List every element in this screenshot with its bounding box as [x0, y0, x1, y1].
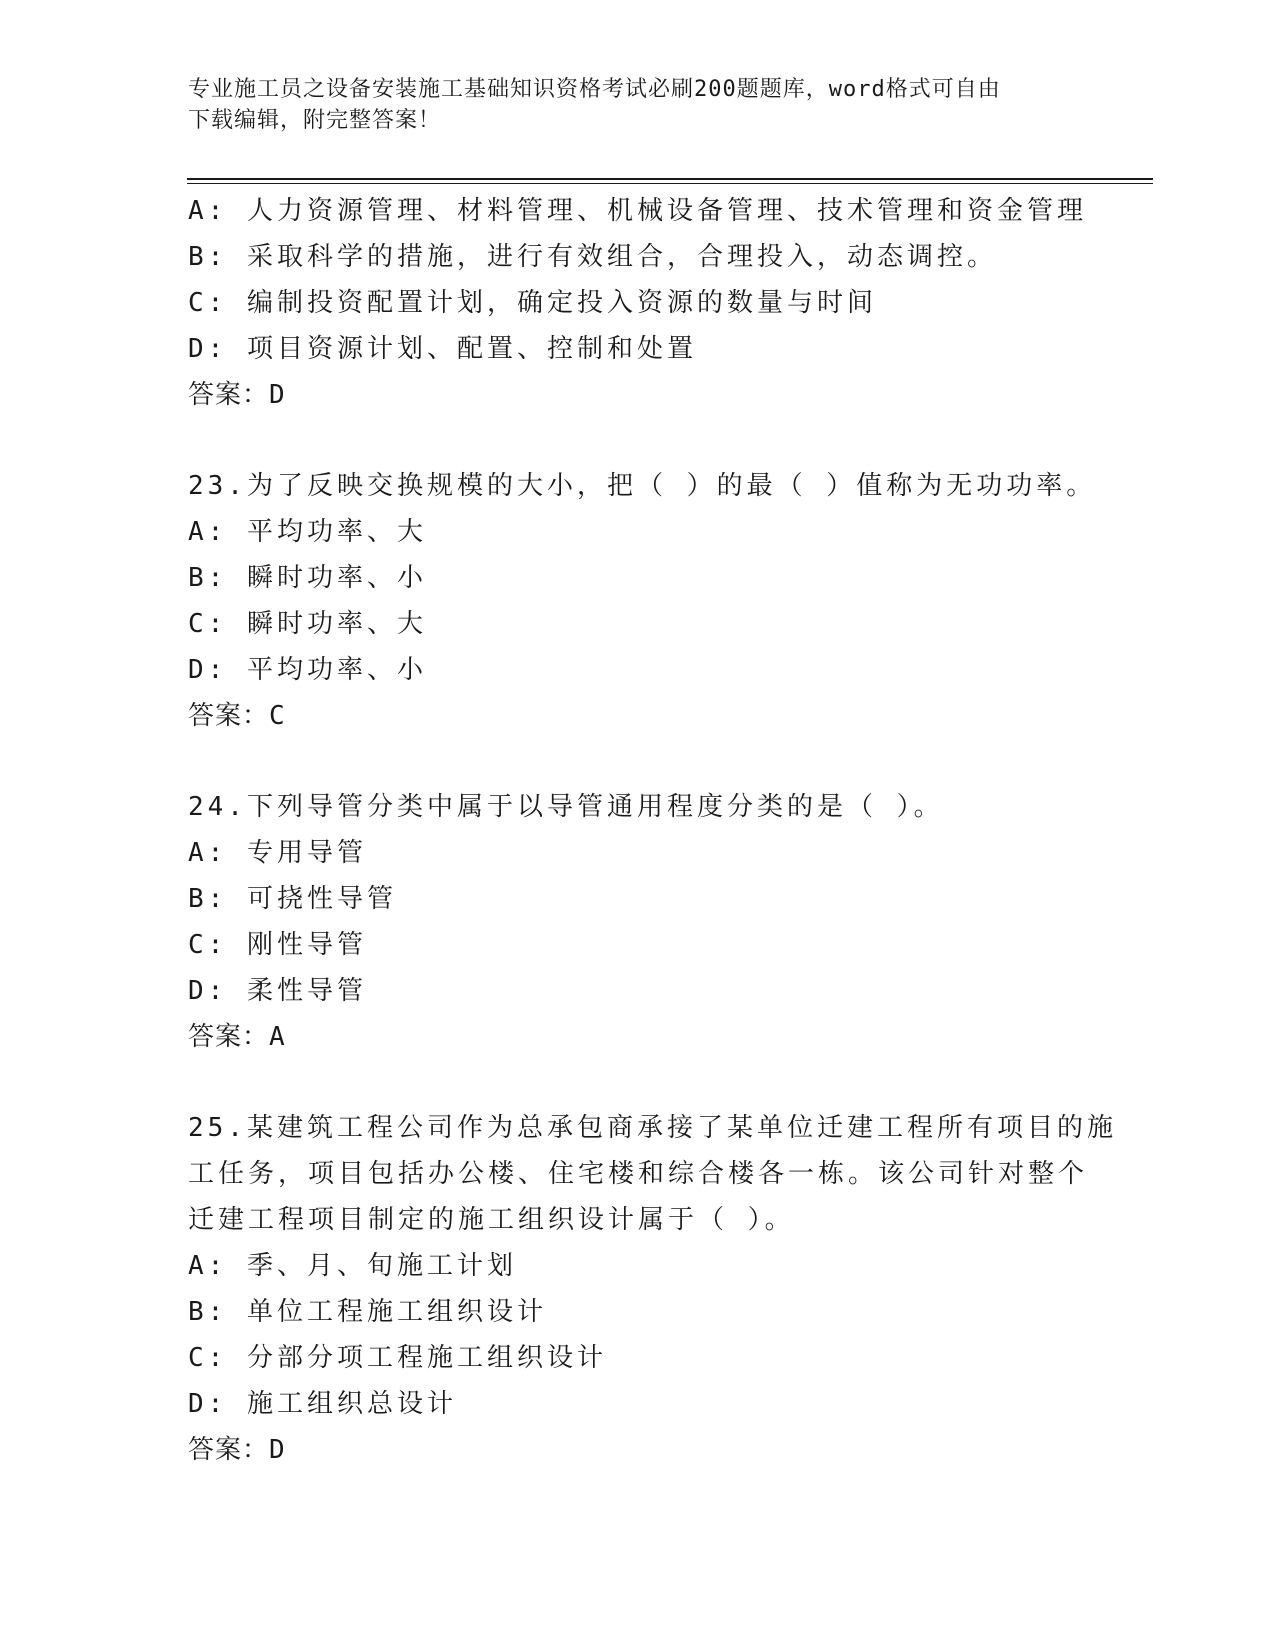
- answer: 答案：D: [188, 380, 285, 410]
- question-stem: 24.下列导管分类中属于以导管通用程度分类的是（ ）。: [188, 792, 944, 822]
- question-23: [188, 463, 1097, 739]
- option-b: B: 可挠性导管: [188, 884, 397, 914]
- question-stem-line-2: 工任务，项目包括办公楼、住宅楼和综合楼各一栋。该公司针对整个: [188, 1159, 1089, 1189]
- option-b: B: 瞬时功率、小: [188, 563, 427, 593]
- question-stem: 23.为了反映交换规模的大小，把（ ）的最（ ）值称为无功功率。: [188, 471, 1097, 501]
- option-d: D: 项目资源计划、配置、控制和处置: [188, 334, 697, 364]
- question-22-continued: [188, 188, 1088, 418]
- question-list: [188, 188, 1117, 1473]
- header-line-2: 下载编辑，附完整答案！: [188, 108, 442, 133]
- question-stem-line-3: 迁建工程项目制定的施工组织设计属于（ ）。: [188, 1205, 795, 1235]
- option-a: A: 专用导管: [188, 838, 367, 868]
- answer: 答案：C: [188, 701, 285, 731]
- option-a: A: 季、月、旬施工计划: [188, 1251, 517, 1281]
- option-c: C: 刚性导管: [188, 930, 367, 960]
- option-d: D: 施工组织总设计: [188, 1389, 457, 1419]
- question-25: [188, 1105, 1117, 1473]
- header-divider-thick: [187, 178, 1153, 180]
- question-stem-line-1: 25.某建筑工程公司作为总承包商承接了某单位迁建工程所有项目的施: [188, 1113, 1117, 1143]
- page-header: [188, 74, 1088, 136]
- option-c: C: 分部分项工程施工组织设计: [188, 1343, 607, 1373]
- header-line-1: 专业施工员之设备安装施工基础知识资格考试必刷200题题库，word格式可自由: [188, 77, 1001, 102]
- option-c: C: 瞬时功率、大: [188, 609, 427, 639]
- option-c: C: 编制投资配置计划，确定投入资源的数量与时间: [188, 288, 877, 318]
- answer: 答案：A: [188, 1022, 285, 1052]
- header-divider-thin: [187, 183, 1153, 184]
- option-d: D: 柔性导管: [188, 976, 367, 1006]
- option-d: D: 平均功率、小: [188, 655, 427, 685]
- option-b: B: 单位工程施工组织设计: [188, 1297, 547, 1327]
- question-24: [188, 784, 1088, 1060]
- option-a: A: 平均功率、大: [188, 517, 427, 547]
- answer: 答案：D: [188, 1435, 285, 1465]
- option-b: B: 采取科学的措施，进行有效组合，合理投入，动态调控。: [188, 242, 997, 272]
- option-a: A: 人力资源管理、材料管理、机械设备管理、技术管理和资金管理: [188, 196, 1087, 226]
